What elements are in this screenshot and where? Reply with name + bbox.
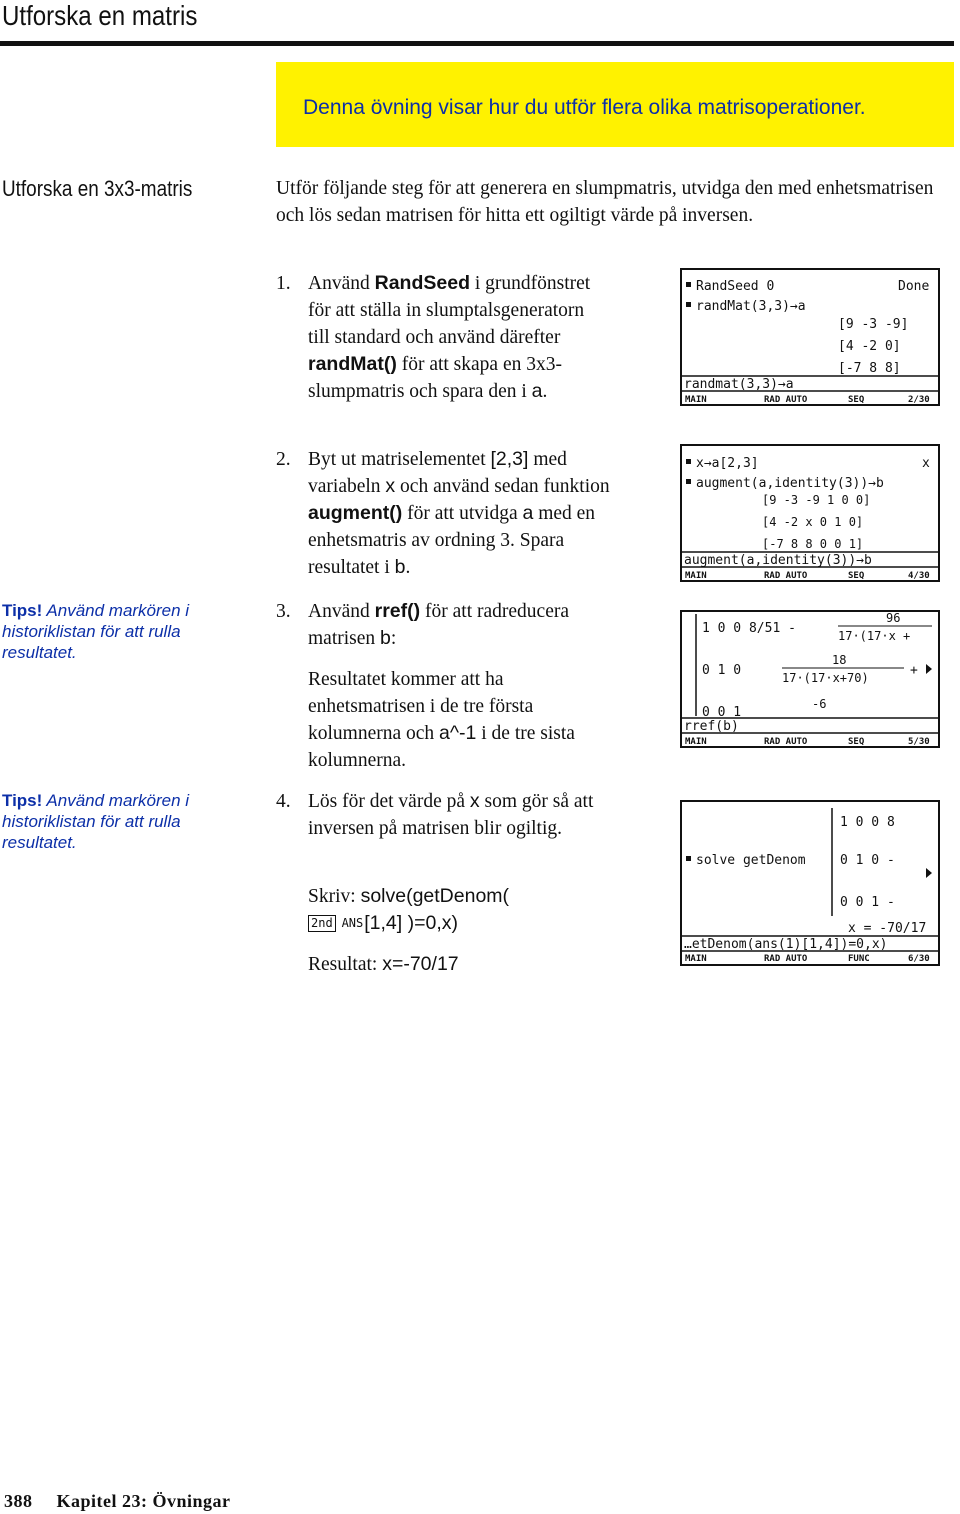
status-mode: MAIN (685, 737, 707, 746)
history-bullet (686, 459, 691, 464)
status-mode: MAIN (685, 395, 707, 404)
status-angle: RAD AUTO (764, 571, 808, 580)
matrix-row: 0 0 1 - (840, 895, 895, 910)
matrix-row: 0 1 0 (702, 663, 742, 678)
screen-line: x (922, 456, 930, 471)
status-count: 5/30 (908, 737, 930, 746)
banner-text: Denna övning visar hur du utför flera olika matrisoperationer. (303, 96, 866, 119)
status-mode: MAIN (685, 571, 707, 580)
chapter-title: Kapitel 23: Övningar (56, 1491, 231, 1511)
plus-sign: + (910, 663, 918, 678)
page-footer (4, 1491, 231, 1512)
step-number: 3. (276, 601, 291, 622)
matrix-row: 1 0 0 8 (840, 815, 895, 830)
status-count: 2/30 (908, 395, 930, 404)
step-number: 2. (276, 449, 291, 470)
history-bullet (686, 302, 691, 307)
screen-line: RandSeed 0 (696, 279, 775, 294)
history-bullet (686, 479, 691, 484)
fraction-denominator: 17·(17·x+70) (782, 671, 869, 685)
step-text: Använd RandSeed i grundfönstret för att ställa in slumptalsgeneratorn till standard och använd därefter randMat() för att skapa en 3x3-slumpmatris och spara den i a. (308, 272, 591, 402)
calculator-screen-2 (680, 444, 940, 582)
result-line: x = -70/17 (848, 921, 927, 936)
section-heading: Utforska en 3x3-matris (2, 176, 193, 201)
screen-line: randMat(3,3)→a (696, 299, 806, 314)
screen-line: x→a[2,3] (696, 456, 759, 471)
entry-line: …etDenom(ans(1)[1,4])=0,x) (684, 937, 888, 952)
screen-line: Done (898, 279, 930, 294)
matrix-row: [-7 8 8 0 0 1] (762, 537, 864, 551)
page-number: 388 (4, 1491, 33, 1511)
fraction-numerator: 18 (832, 653, 847, 667)
entry-line: rref(b) (684, 719, 739, 734)
status-count: 6/30 (908, 954, 930, 964)
step-text: Lös för det värde på x som gör så att inversen på matrisen blir ogiltig. (308, 790, 594, 839)
scroll-right-icon (926, 868, 932, 878)
tip-1: Tips! Använd markören i historiklistan för att rulla resultatet. (2, 601, 190, 662)
screen-line: augment(a,identity(3))→b (696, 476, 884, 491)
status-count: 4/30 (908, 571, 930, 580)
matrix-row: 0 0 1 (702, 705, 742, 720)
fraction-numerator: -6 (812, 697, 827, 711)
calculator-screen-4 (680, 800, 940, 966)
scroll-right-icon (926, 664, 932, 674)
key-ans: ANS (341, 916, 364, 930)
status-graph: SEQ (848, 395, 865, 404)
history-bullet (686, 282, 691, 287)
step-text: Använd rref() för att radreducera matrisen b: (308, 600, 569, 649)
matrix-row: [9 -3 -9] (838, 317, 909, 332)
tip-2: Tips! Använd markören i historiklistan för att rulla resultatet. (2, 791, 190, 852)
write-instruction: Skriv: solve(getDenom( 2nd ANS[1,4] )=0,x) (308, 885, 510, 934)
calculator-screen-1 (680, 268, 940, 406)
status-graph: SEQ (848, 571, 865, 580)
matrix-row: [-7 8 8] (838, 361, 901, 376)
section-intro: Utför följande steg för att generera en slumpmatris, utvidga den med enhetsmatrisen och lös sedan matrisen för hitta ett ogiltigt värde på inversen. (276, 178, 934, 226)
status-graph: FUNC (848, 954, 870, 964)
history-bullet (686, 856, 691, 861)
status-graph: SEQ (848, 737, 865, 746)
result-line: Resultat: x=-70/17 (308, 953, 459, 975)
fraction-numerator: 96 (886, 612, 901, 625)
page-title: Utforska en matris (2, 0, 198, 31)
status-angle: RAD AUTO (764, 954, 808, 964)
screen-line: solve getDenom (696, 853, 806, 868)
step-note: Resultatet kommer att ha enhetsmatrisen i de tre första kolumnerna och a^-1 i de tre sista kolumnerna. (308, 669, 575, 771)
status-angle: RAD AUTO (764, 395, 808, 404)
step-number: 4. (276, 791, 291, 812)
entry-line: randmat(3,3)→a (684, 377, 794, 392)
entry-line: augment(a,identity(3))→b (684, 553, 872, 568)
status-mode: MAIN (685, 954, 707, 964)
status-angle: RAD AUTO (764, 737, 808, 746)
matrix-row: 0 1 0 - (840, 853, 895, 868)
fraction-denominator: 17·(17·x + (838, 629, 911, 643)
title-rule (0, 41, 954, 46)
step-text: Byt ut matriselementet [2,3] med variabeln x och använd sedan funktion augment() för att utvidga a med en enhetsmatris av ordning 3. Spara resultatet i b. (308, 448, 610, 578)
matrix-row: [4 -2 x 0 1 0] (762, 515, 864, 529)
key-2nd: 2nd (308, 915, 336, 932)
calculator-screen-3 (680, 610, 940, 748)
matrix-row: 1 0 0 8/51 - (702, 621, 796, 636)
matrix-row: [9 -3 -9 1 0 0] (762, 493, 871, 507)
intro-banner (276, 62, 954, 147)
step-number: 1. (276, 273, 291, 294)
matrix-row: [4 -2 0] (838, 339, 901, 354)
